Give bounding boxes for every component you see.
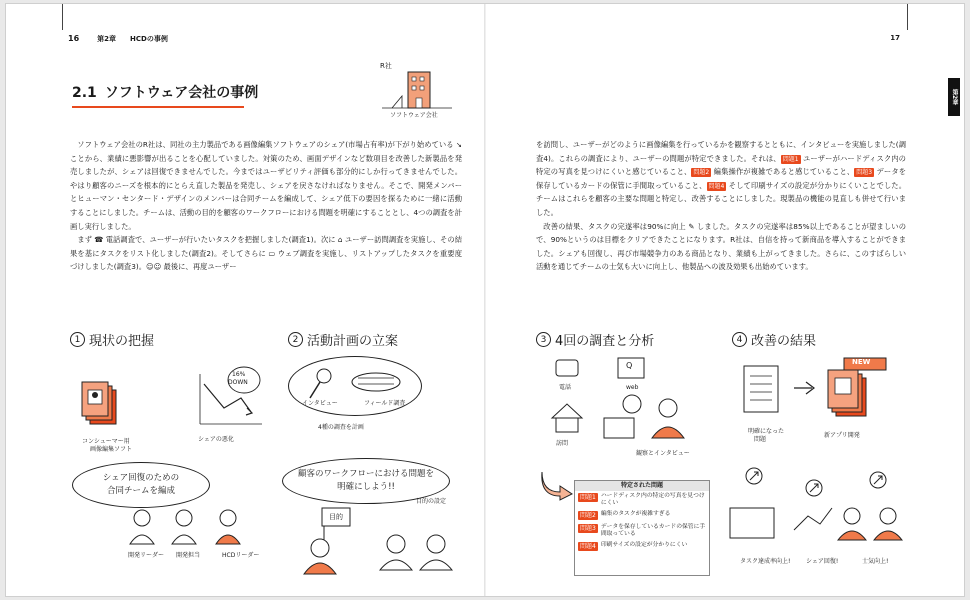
left-page-number: 16 <box>68 34 80 43</box>
left-running-header <box>68 34 168 44</box>
result-label: 士気向上! <box>862 558 889 565</box>
phone-label: 電話 <box>559 384 572 391</box>
microphone-icon <box>317 369 331 383</box>
chapter-label: 第2章 <box>97 35 117 43</box>
right-paragraph-2: 改善の結果、タスクの完遂率は90%に向上 ✎ しました。タスクの完遂率は85%以上であることが望ましいので、90%というのは目標をクリアできたことになります。R社は、自信を持って新商品を導入することができました。シェアも回復し、再び市場競争力のある商品となり、業績も上がってきました。さらに、このすばらしい活動を通じてチームの士気も大いに向上し、他製品への波及効果も出始めています。 <box>536 221 906 272</box>
section-number: 2.1 <box>72 85 97 101</box>
stage-2-title: 2 活動計画の立案 <box>288 330 398 349</box>
right-paragraph-1: を訪問し、ユーザーがどのように画像編集を行っているかを観察するとともに、インタビューを実施しました(調査4)。これらの調査により、ユーザーの問題が特定できました。それは、 問題1 ユーザーがハードディスク内の特定の写真を見つけにくいと感じていること、 問題2 編集操作が複雑であると感じていること、 問題3 データを保存しているカードの保管に手間取っていること、 問題4 そして印刷サイズの設定が分かりにくいことでした。チームはこれらを顧客の主要な問題と特定し、改善することにしました。現製品の機能の見直しも併せて行いました。 <box>536 140 907 217</box>
problems-box-title: 特定された問題 <box>575 481 709 491</box>
new-badge: NEW <box>852 358 871 366</box>
section-title-text: ソフトウェア会社の事例 <box>104 85 259 101</box>
trim-mark <box>907 4 908 30</box>
member-label: HCDリーダー <box>222 552 260 559</box>
member-label: 開発担当 <box>176 552 201 559</box>
problem-label-3: 問題3 <box>856 169 873 177</box>
team-bubble: シェア回復のための 合同チームを編成 <box>72 462 210 508</box>
problem-row: 問題4 印刷サイズの設定が分かりにくい <box>580 542 688 550</box>
stage-4-title: 4 改善の結果 <box>732 330 816 349</box>
house-icon <box>552 404 582 432</box>
goal-bubble: 顧客のワークフローにおける問題を 明確にしよう!! <box>282 458 450 504</box>
result-label: シェア回復! <box>806 558 839 565</box>
visit-label: 訪問 <box>556 440 569 447</box>
down-label: DOWN <box>228 379 248 386</box>
goal-team-drawing <box>296 504 466 574</box>
result-label: タスク達成率向上! <box>740 558 791 565</box>
identified-problems-box <box>574 480 710 576</box>
arrow-right-icon <box>794 382 814 394</box>
clear-caption-2: 問題 <box>754 436 767 443</box>
laptop-icon <box>604 418 634 438</box>
book-spread <box>6 4 964 596</box>
goal-note: 目的の設定 <box>416 498 447 505</box>
section-title <box>72 82 259 108</box>
problem-label-4: 問題4 <box>708 182 725 190</box>
building-caption: ソフトウェア会社 <box>390 112 438 119</box>
field-research-icon <box>352 373 400 391</box>
member-label: 開発リーダー <box>128 552 165 559</box>
left-paragraph-1: ソフトウェア会社のR社は、同社の主力製品である画像編集ソフトウェアのシェア(市場占有率)が下がり始めている ↘ ことから、業績に悪影響が出ることを心配していました。対策のため、画面デザインなど数項目を改善した新製品を発売しましたが、シェアは回復できませんでした。今まではユーザビリティ評価も部分的にしか行ってきませんでした。やはり顧客のニーズを根本的にとらえ直した製品を発売し、シェアを戻さなければなりません。そこで、開発メンバーとヒューマン・センタード・デザインのメンバーは合同チームを編成して、シェア低下の要因を探るために一緒に活動することにしました。チームは、活動の目的を顧客のワークフローにおける問題を明確にすることとし、4つの調査を計画し実行しました。 <box>70 140 462 231</box>
observe-label: 観察とインタビュー <box>636 450 690 457</box>
right-body-text <box>536 138 906 274</box>
flow-arrow-icon <box>540 470 574 500</box>
problem-row: 問題1 ハードディスク内の特定の写真を見つけにくい <box>580 493 705 506</box>
goal-flag-label: 目的 <box>329 513 343 521</box>
left-body-text <box>70 138 462 274</box>
problem-row: 問題3 データを保存しているカードの保管に手間取っている <box>580 524 706 537</box>
interview-label: インタビュー <box>302 400 338 407</box>
chapter-title: HCDの事例 <box>130 35 168 43</box>
team-members-drawing <box>126 506 256 550</box>
trim-mark <box>62 4 63 30</box>
results-drawing <box>728 464 908 554</box>
problem-list-icon <box>744 366 778 412</box>
software-caption-2: 画像編集ソフト <box>90 446 133 453</box>
down-percent: 16% <box>232 371 246 378</box>
problem-label-2: 問題2 <box>693 169 710 177</box>
plan-caption: 4種の調査を計画 <box>318 424 364 431</box>
stage-3-title: 3 4回の調査と分析 <box>536 330 654 349</box>
problem-label-1: 問題1 <box>782 155 799 163</box>
phone-icon <box>556 360 578 376</box>
stage-4-drawing <box>736 356 906 436</box>
right-page-number: 17 <box>890 34 900 42</box>
app-caption: 新アプリ開発 <box>824 432 860 439</box>
problem-row: 問題2 編集のタスクが複雑すぎる <box>580 511 671 519</box>
company-building-illustration <box>372 62 458 124</box>
field-label: フィールド調査 <box>364 400 406 407</box>
page-gutter <box>484 4 486 596</box>
clear-caption-1: 明確になった <box>748 428 785 435</box>
left-paragraph-2: まず ☎ 電話調査で、ユーザーが行いたいタスクを把握しました(調査1)。次に ⌂ ユーザー訪問調査を実施し、その結果を基にタスクをリスト化しました(調査2)。そしてさらに ▭ ウェブ調査を実施し、リストアップしたタスクを重要度づけしました(調査3)。☺☺ 最後に、再度ユーザー <box>70 235 462 272</box>
web-screen-glyph: Q <box>626 361 633 370</box>
right-running-header <box>890 34 900 42</box>
building-label: R社 <box>380 62 392 70</box>
software-caption-1: コンシューマー用 <box>82 438 130 445</box>
share-caption: シェアの悪化 <box>198 436 234 443</box>
stage-1-title: 1 現状の把握 <box>70 330 154 349</box>
chapter-side-tab: 第2章 <box>948 78 960 116</box>
web-label: web <box>626 384 639 391</box>
